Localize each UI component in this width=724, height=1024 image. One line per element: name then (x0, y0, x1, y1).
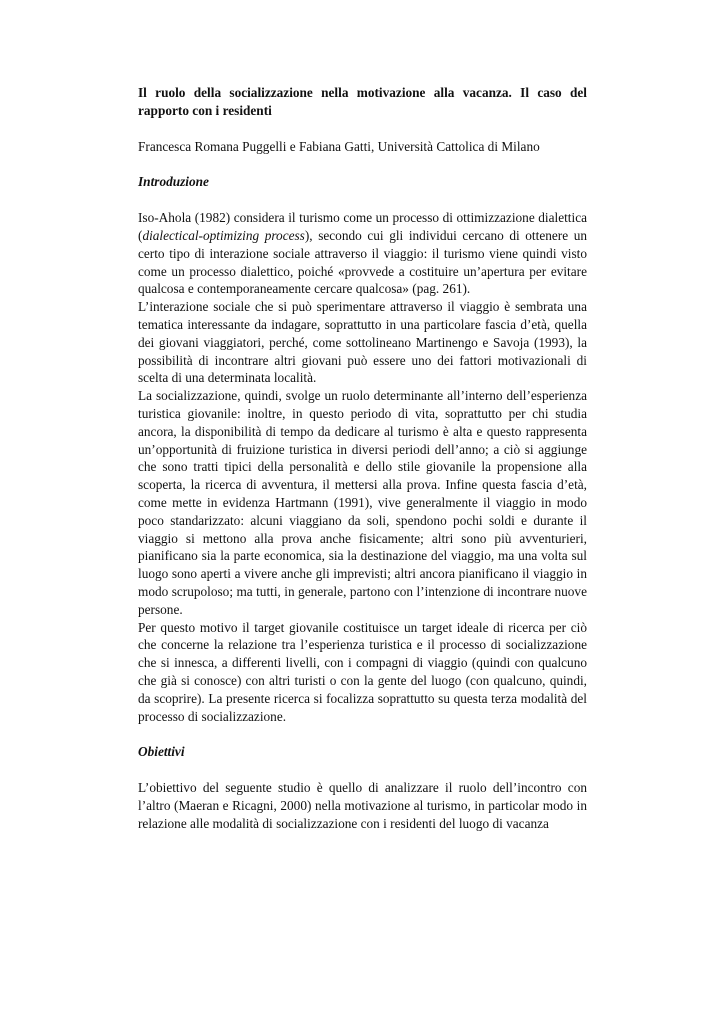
paragraph-1-text-a: Iso-Ahola (1982) considera il turismo come un processo di ottimizzazione dialettica ( (138, 210, 587, 243)
section-spacer (138, 725, 587, 743)
paragraph-1-text-b: ), secondo cui gli individui cercano di ottenere un certo tipo di interazione sociale attraverso il viaggio: il turismo viene quindi visto come un processo dialettico, poiché «provvede a costituire un’apertura per evitare qualcosa e contemporaneamente cercare qualcosa» (pag. 261). (138, 227, 587, 297)
paragraph-1-emphasis: dialectical-optimizing process (142, 227, 305, 243)
paragraph-1 (138, 209, 587, 298)
paragraph-3: La socializzazione, quindi, svolge un ruolo determinante all’interno dell’esperienza turistica giovanile: inoltre, in questo periodo di vita, soprattutto per chi studia ancora, la disponibilità di tempo da dedicare al turismo è alta e questo rappresenta un’opportunità di fruizione turistica in diversi periodi dell’anno; a ciò si aggiunge che sono tratti tipici della personalità e dello stile giovanile la propensione alla scoperta, la ricerca di avventura, il mettersi alla prova. Infine questa fascia d’età, come mette in evidenza Hartmann (1991), vive generalmente il viaggio in modo poco standarizzato: alcuni viaggiano da soli, spendono pochi soldi e durante il viaggio si mettono alla prova anche fisicamente; altri sono più avventurieri, pianificano sia la parte economica, sia la destinazione del viaggio, ma una volta sul luogo sono aperti a vivere anche gli imprevisti; altri ancora pianificano il viaggio in modo scrupoloso; ma tutti, in generale, partono con l’intenzione di incontrare nuove persone. (138, 388, 587, 617)
paragraph-2: L’interazione sociale che si può sperimentare attraverso il viaggio è sembrata una tematica interessante da indagare, soprattutto in una particolare fascia d’età, quella dei giovani viaggiatori, perché, come sottolineano Martinengo e Savoja (1993), la possibilità di incontrare altri giovani può essere uno dei fattori motivazionali di scelta di una determinata località. (138, 299, 587, 386)
paragraph-4: Per questo motivo il target giovanile costituisce un target ideale di ricerca per ciò che concerne la relazione tra l’esperienza turistica e il processo di socializzazione che si innesca, a differenti livelli, con i compagni di viaggio (quindi con qualcuno che già si conosce) con altri turisti o con la gente del luogo (con qualcuno, quindi, da scoprire). La presente ricerca si focalizza soprattutto su questa terza modalità del processo di socializzazione. (138, 619, 587, 724)
paragraph-5: L’obiettivo del seguente studio è quello di analizzare il ruolo dell’incontro con l’altro (Maeran e Ricagni, 2000) nella motivazione al turismo, in particolar modo in relazione alle modalità di socializzazione con i residenti del luogo di vacanza (138, 780, 587, 831)
section-heading-obiettivi: Obiettivi (138, 744, 185, 760)
paper-title: Il ruolo della socializzazione nella motivazione alla vacanza. Il caso del rapporto con i residenti (138, 85, 587, 118)
section-heading-introduzione: Introduzione (138, 174, 209, 190)
author-line: Francesca Romana Puggelli e Fabiana Gatti, Università Cattolica di Milano (138, 138, 540, 154)
document-page (138, 84, 587, 832)
